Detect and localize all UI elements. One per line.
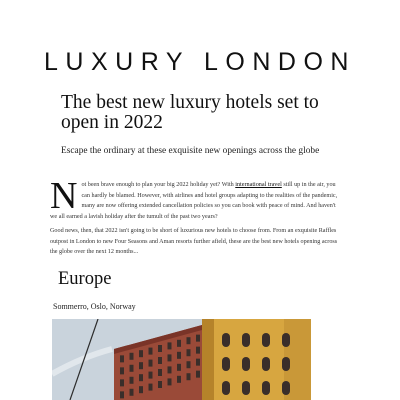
building-window: [130, 365, 134, 372]
building-window: [130, 389, 134, 396]
facade-window: [282, 381, 290, 395]
facade-window: [222, 333, 230, 347]
facade-window: [262, 357, 270, 371]
building-window: [187, 373, 191, 380]
building-window: [120, 391, 124, 398]
building-window: [177, 376, 181, 383]
building-window: [196, 335, 200, 342]
site-logo[interactable]: LUXURY LONDON: [44, 48, 356, 76]
building-window: [158, 345, 162, 352]
building-window: [196, 359, 200, 366]
building-window: [120, 379, 124, 386]
building-window: [187, 361, 191, 368]
building-window: [139, 350, 143, 357]
facade-window: [242, 357, 250, 371]
building-window: [139, 374, 143, 381]
building-window: [168, 342, 172, 349]
article-headline: The best new luxury hotels set to open in 2022: [61, 92, 319, 133]
intro-paragraph: [50, 175, 344, 222]
building-window: [120, 355, 124, 362]
facade-window: [282, 333, 290, 347]
building-window: [139, 362, 143, 369]
hotel-caption: Sommerro, Oslo, Norway: [53, 302, 136, 311]
building-window: [130, 353, 134, 360]
facade-window: [242, 381, 250, 395]
facade-window: [222, 381, 230, 395]
facade-window: [222, 357, 230, 371]
section-heading-europe: Europe: [58, 269, 112, 289]
building-window: [158, 357, 162, 364]
building-window: [196, 347, 200, 354]
building-window: [130, 377, 134, 384]
intro-text-before-link: ot been brave enough to plan your big 2022 holiday yet? With: [81, 182, 236, 188]
building-window: [177, 352, 181, 359]
building-window: [196, 371, 200, 378]
hotel-photo-illustration: [52, 319, 311, 400]
hotel-building-photo: [52, 319, 311, 400]
building-window: [187, 349, 191, 356]
facade-window: [282, 357, 290, 371]
building-window: [158, 381, 162, 388]
building-window: [168, 366, 172, 373]
building-window: [149, 348, 153, 355]
building-window: [149, 360, 153, 367]
drop-cap-letter: N: [50, 175, 78, 217]
building-window: [158, 369, 162, 376]
building-window: [177, 340, 181, 347]
building-window: [120, 367, 124, 374]
facade-window: [242, 333, 250, 347]
building-window: [187, 337, 191, 344]
building-window: [139, 386, 143, 393]
building-window: [168, 354, 172, 361]
facade-window: [262, 333, 270, 347]
body-paragraph: Good news, then, that 2022 isn't going to be short of luxurious new hotels to choose from. From an exquisite Raffles outpost in London to new Four Seasons and Aman resorts further afield, these are the best new hotels opening across the globe over the next 12 months...: [50, 228, 338, 255]
article-standfirst: Escape the ordinary at these exquisite new openings across the globe: [61, 146, 320, 156]
building-window: [149, 384, 153, 391]
building-window: [177, 364, 181, 371]
building-window: [168, 378, 172, 385]
international-travel-link[interactable]: international travel: [235, 182, 282, 188]
building-window: [149, 372, 153, 379]
intro-text-after-link: still up in the air, you can hardly be blamed. However, with airlines and hotel groups adapting to the realities of the pandemic, many are now offering extended cancellation policies so you can book with peace of mind. And haven't we all earned a lavish holiday after the tumult of the past two years?: [50, 182, 338, 220]
facade-window: [262, 381, 270, 395]
